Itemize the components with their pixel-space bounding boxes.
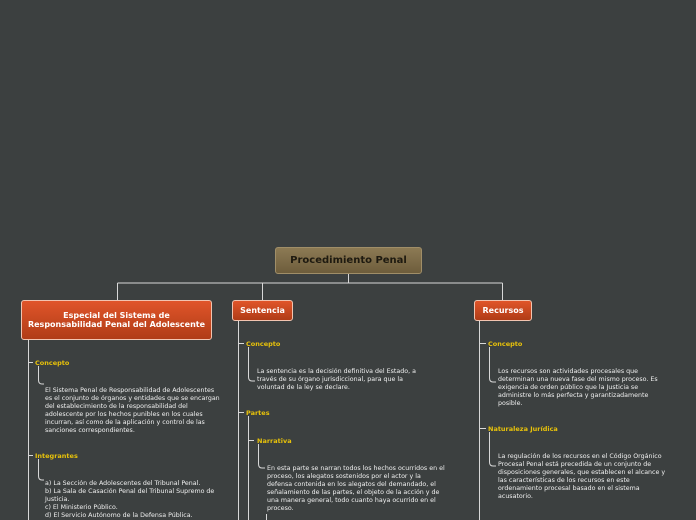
text-line: Los recursos son actividades procesales que determinan una nueva fase del mismo proceso. Es exigencia de orden público que la Justicia se administre lo más perfecta y garantizadamente posible. — [498, 368, 658, 408]
label-concepto-sentencia[interactable]: Concepto — [246, 340, 281, 348]
label-partes[interactable]: Partes — [246, 409, 270, 417]
label-concepto-recursos[interactable]: Concepto — [488, 340, 523, 348]
root-title: Procedimiento Penal — [290, 255, 407, 266]
branch-node-sentencia[interactable] — [232, 300, 293, 321]
text-naturaleza-juridica — [498, 453, 674, 502]
label-narrativa[interactable]: Narrativa — [257, 437, 292, 445]
label-integrantes[interactable]: Integrantes — [35, 452, 78, 460]
label-naturaleza-juridica[interactable]: Naturaleza Jurídica — [488, 425, 558, 433]
label-concepto-especial[interactable]: Concepto — [35, 359, 70, 367]
branch-title-sentencia: Sentencia — [240, 305, 285, 315]
text-concepto-recursos — [498, 368, 668, 408]
text-line: El Sistema Penal de Responsabilidad de Adolescentes es el conjunto de órganos y entidades que se encargan del establecimiento de la responsabilidad del adolescente por los hechos punibles en los cuales incurran, así como de la aplicación y control de las sanciones correspondientes. — [45, 387, 220, 435]
text-line: En esta parte se narran todos los hechos ocurridos en el proceso, los alegatos sostenidos por el actor y la defensa contenida en los alegatos del demandado, el señalamiento de las partes, el objeto de la acción y de una manera general, todo cuanto haya ocurrido en el proceso. — [267, 465, 445, 513]
root-node[interactable] — [275, 247, 422, 274]
list-item: b) La Sala de Casación Penal del Tribunal Supremo de Justicia. — [45, 488, 215, 504]
list-item: d) El Servicio Autónomo de la Defensa Pública. — [45, 512, 193, 520]
branch-title-especial: Especial del Sistema de Responsabilidad Penal del Adolescente — [27, 310, 206, 329]
text-concepto-sentencia — [257, 368, 427, 392]
list-item: c) El Ministerio Público. — [45, 504, 118, 512]
text-line: La regulación de los recursos en el Código Orgánico Procesal Penal está precedida de un conjunto de disposiciones generales, que establecen el alcance y las características de los recursos en este ordenamiento procesal basado en el sistema acusatorio. — [498, 453, 666, 501]
text-concepto-especial — [45, 387, 223, 436]
text-line: La sentencia es la decisión definitiva del Estado, a través de su órgano jurisdiccional, para que la voluntad de la ley se declare. — [257, 368, 416, 392]
branch-title-recursos: Recursos — [482, 305, 524, 315]
list-item: a) La Sección de Adolescentes del Tribunal Penal. — [45, 480, 201, 487]
list-integrantes — [45, 480, 217, 520]
branch-node-especial[interactable] — [21, 300, 212, 340]
text-narrativa — [267, 465, 445, 514]
branch-node-recursos[interactable] — [474, 300, 532, 321]
